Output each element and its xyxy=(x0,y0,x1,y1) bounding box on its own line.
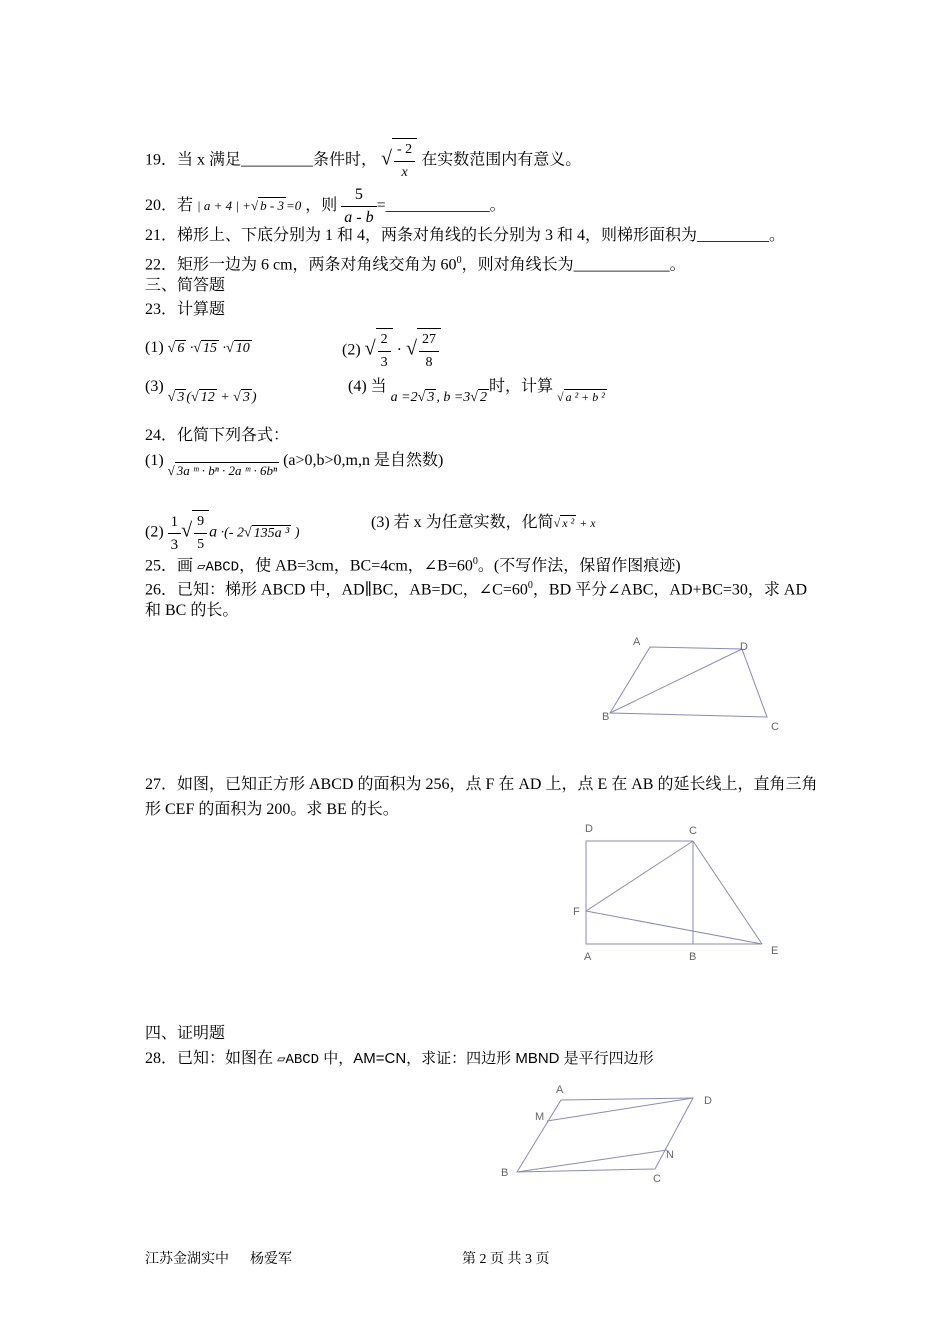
label-b: B xyxy=(689,951,697,963)
question-25: 25．画 ▱ABCD，使 AB=3cm，BC=4cm，$\angle B=60^0$。(不写作法，保留作图痕迹) xyxy=(145,556,681,576)
radical-expression: √ $\frac{- 2}{x}$ xyxy=(381,138,417,184)
section-heading-3: 三、简答题 xyxy=(145,277,226,294)
label-b: B xyxy=(501,1167,509,1179)
label-c: C xyxy=(771,721,779,733)
question-27-line-2: 形 CEF 的面积为 200。求 BE 的长。 xyxy=(145,801,399,818)
label-c: C xyxy=(689,825,697,837)
label-n: N xyxy=(666,1149,674,1161)
segment-fe xyxy=(586,911,762,944)
label-d: D xyxy=(704,1095,712,1107)
label-e: E xyxy=(771,945,779,957)
parallelogram-symbol: ▱ABCD xyxy=(277,1052,320,1068)
question-26-line-2: 和 BC 的长。 xyxy=(145,602,239,619)
answer-blank: _____________ xyxy=(385,197,490,215)
label-f: F xyxy=(573,906,580,918)
question-22: 22．矩形一边为 6 cm，两条对角线交角为 $60^0$，则对角线长为____________。 xyxy=(145,255,686,274)
footer-school: 江苏金湖实中 xyxy=(145,1252,229,1267)
question-20: 20．若 | a + 4 | +√ b - 3 =0 ，则 $\frac{5}{a - b}$ =_____________。 xyxy=(145,184,506,229)
question-23-part-3: (3) √ 3 (√ 12 + √ 3 ) xyxy=(145,378,257,405)
label-d: D xyxy=(585,823,593,835)
trapezoid-outline xyxy=(610,647,767,717)
question-24-title: 24．化简下列各式： xyxy=(145,427,290,444)
label-c: C xyxy=(653,1173,661,1185)
answer-blank: _________ xyxy=(241,151,314,169)
square-figure xyxy=(565,818,795,968)
footer-author: 杨爱军 xyxy=(250,1252,292,1267)
label-a: A xyxy=(633,636,641,648)
fraction: $\frac{5}{a - b}$ xyxy=(341,184,376,229)
segment-cf xyxy=(586,841,693,911)
parallelogram-figure xyxy=(495,1075,725,1190)
question-26-line-1: 26．已知：梯形 ABCD 中，AD∥BC，AB=DC，$\angle C=60^0$，BD 平分∠ABC，AD+BC=30，求 AD xyxy=(145,580,808,599)
label-m: M xyxy=(535,1111,545,1123)
label-a: A xyxy=(584,951,592,963)
segment-ce xyxy=(693,841,762,944)
question-28: 28．已知：如图在 ▱ABCD 中，AM=CN，求证：四边形 MBND 是平行四边形 xyxy=(145,1050,654,1068)
question-23-part-1: (1) √ 6 ·√ 15 ·√ 10 xyxy=(145,339,250,356)
question-24-part-1: (1) $_{√ 3a ᵐ \cdot b^n \cdot 2a ᵐ \cdot 6b^n}$ (a>0,b>0,m,n 是自然数) xyxy=(145,452,444,478)
question-24-part-2: (2) $\frac{1}{3}$ √ $\frac{9}{5}$ a ·(- 2√ 135a ³ ) xyxy=(145,510,300,556)
trapezoid-figure xyxy=(595,630,795,740)
question-23-part-2: (2) √ $\frac{2}{3}$ · √ $\frac{27}{8}$ xyxy=(342,328,441,374)
question-21: 21．梯形上、下底分别为 1 和 4，两条对角线的长分别为 3 和 4，则梯形面积为_________。 xyxy=(145,227,786,244)
label-b: B xyxy=(602,711,610,723)
label-d: D xyxy=(740,641,748,653)
section-heading-4: 四、证明题 xyxy=(145,1025,226,1042)
segment-md xyxy=(547,1098,693,1121)
label-a: A xyxy=(556,1084,564,1096)
question-23-part-4: (4) 当 a =2√ 3 , b =3√ 2时，计算 $_{√ a ^2 + b ^2}$ xyxy=(348,378,605,405)
question-27-line-1: 27．如图，已知正方形 ABCD 的面积为 256，点 F 在 AD 上，点 E 在 AB 的延长线上，直角三角 xyxy=(145,776,818,793)
footer-page-number: 第 2 页 共 3 页 xyxy=(462,1252,550,1267)
question-23-title: 23．计算题 xyxy=(145,301,226,318)
question-19: 19．当 x 满足_________条件时， √ $\frac{- 2}{x}$ 在实数范围内有意义。 xyxy=(145,138,581,184)
question-24-part-3: (3) 若 x 为任意实数，化简√ x ² + x xyxy=(371,514,596,531)
segment-bn xyxy=(517,1150,667,1172)
parallelogram-symbol: ▱ABCD xyxy=(197,559,240,576)
